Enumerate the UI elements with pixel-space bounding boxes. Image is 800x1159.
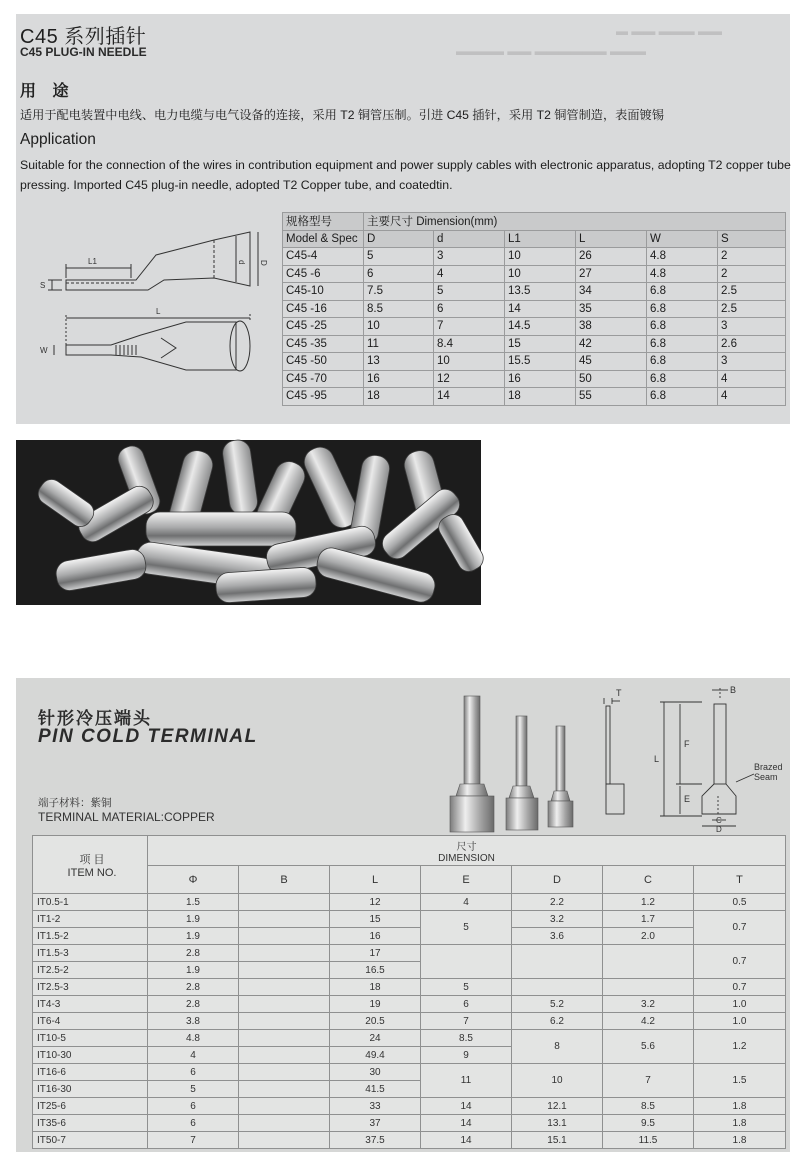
table-cell: 14: [421, 1132, 512, 1149]
label-d-small: d: [237, 260, 246, 265]
column-header: D: [512, 866, 603, 894]
label-d: D: [716, 825, 722, 834]
table-cell: 37.5: [330, 1132, 421, 1149]
table-cell: 49.4: [330, 1047, 421, 1064]
item-cell: IT16-6: [33, 1064, 148, 1081]
item-cell: IT1.5-3: [33, 945, 148, 962]
item-cell: IT10-5: [33, 1030, 148, 1047]
table-cell: 2.8: [148, 996, 239, 1013]
table-cell: 3: [434, 248, 505, 266]
table-cell: 33: [330, 1098, 421, 1115]
header-cell: 规格型号: [283, 213, 364, 231]
pin-terminal-panel: [16, 678, 790, 1152]
table-cell: C45-10: [283, 283, 364, 301]
table-cell: 2.8: [148, 945, 239, 962]
table-cell: 4: [718, 388, 786, 406]
table-cell: 13.1: [512, 1115, 603, 1132]
table-cell: [239, 1064, 330, 1081]
table-cell: 2.5: [718, 283, 786, 301]
usage-text-cn: 适用于配电装置中电线、电力电缆与电气设备的连接，采用 T2 铜管压制。引进 C45 插针，采用 T2 铜管制造，表面镀锡: [20, 108, 664, 122]
table-cell: [239, 928, 330, 945]
table-cell: 6.8: [647, 283, 718, 301]
table-row: [33, 979, 786, 996]
table-cell: 5: [148, 1081, 239, 1098]
column-header: L: [330, 866, 421, 894]
header-cell: W: [647, 230, 718, 248]
table-row: [283, 265, 786, 283]
table-cell: 19: [330, 996, 421, 1013]
table-cell: 1.0: [694, 1013, 786, 1030]
table-row: [283, 335, 786, 353]
product-photo: [16, 440, 481, 605]
table-cell: 17: [330, 945, 421, 962]
table-cell: 15: [330, 911, 421, 928]
table-cell: 15.1: [512, 1132, 603, 1149]
table-cell: 55: [576, 388, 647, 406]
table-cell: [512, 979, 603, 996]
table-cell: 1.9: [148, 962, 239, 979]
table-cell: C45-4: [283, 248, 364, 266]
header-cell: L: [576, 230, 647, 248]
header-cell: 主要尺寸 Dimension(mm): [364, 213, 786, 231]
table-cell: 2.8: [148, 979, 239, 996]
table-cell: 16: [505, 370, 576, 388]
table-cell: 10: [505, 265, 576, 283]
table-cell: 12: [330, 894, 421, 911]
table-cell: [603, 979, 694, 996]
c45-spec-table: [282, 212, 786, 406]
c45-catalog-panel: [16, 14, 790, 424]
table-cell: 7: [148, 1132, 239, 1149]
label-s: S: [40, 281, 46, 290]
table-cell: 0.7: [694, 911, 786, 945]
table-cell: 7: [434, 318, 505, 336]
item-cell: IT10-30: [33, 1047, 148, 1064]
application-heading: Application: [20, 131, 96, 148]
metal-terminals-photo: [16, 440, 481, 605]
table-cell: C45 -35: [283, 335, 364, 353]
table-cell: 0.7: [694, 979, 786, 996]
table-cell: 1.2: [603, 894, 694, 911]
table-cell: [239, 911, 330, 928]
label-f: F: [684, 739, 690, 749]
table-header-row: [283, 213, 786, 231]
item-cell: IT6-4: [33, 1013, 148, 1030]
table-row: [33, 996, 786, 1013]
table-cell: 18: [330, 979, 421, 996]
table-cell: 6.8: [647, 353, 718, 371]
table-cell: 11: [421, 1064, 512, 1098]
table-cell: 6: [148, 1115, 239, 1132]
table-cell: [239, 962, 330, 979]
table-cell: [239, 1013, 330, 1030]
table-cell: [239, 1030, 330, 1047]
header-cell: D: [364, 230, 434, 248]
pin-terminal-drawing: [594, 682, 790, 832]
bleed-through-text: ▬▬▬▬ ▬▬ ▬▬▬▬▬▬ ▬▬▬: [456, 44, 647, 58]
table-cell: 11.5: [603, 1132, 694, 1149]
table-cell: 12.1: [512, 1098, 603, 1115]
table-cell: 4.2: [603, 1013, 694, 1030]
label-b: B: [730, 685, 737, 695]
item-cell: IT16-30: [33, 1081, 148, 1098]
column-header: T: [694, 866, 786, 894]
table-cell: 4.8: [148, 1030, 239, 1047]
column-header: B: [239, 866, 330, 894]
table-cell: 0.7: [694, 945, 786, 979]
table-cell: 9.5: [603, 1115, 694, 1132]
table-cell: 4: [421, 894, 512, 911]
table-cell: 18: [505, 388, 576, 406]
application-text: Suitable for the connection of the wires in contribution equipment and power supply cables with electronic apparatus, adopting T2 copper tube pressing. Imported C45 plug-in needle, adopted T2 Copper tube, and coatedtin.: [20, 158, 791, 192]
pin-title-en: PIN COLD TERMINAL: [38, 726, 258, 747]
item-cell: IT35-6: [33, 1115, 148, 1132]
table-cell: 5.2: [512, 996, 603, 1013]
table-cell: [239, 1047, 330, 1064]
table-row: [33, 1030, 786, 1047]
table-cell: 2.0: [603, 928, 694, 945]
label-t: T: [616, 688, 622, 698]
column-header: Φ: [148, 866, 239, 894]
table-header-row: [283, 230, 786, 248]
table-header-row: [33, 836, 786, 866]
table-row: [283, 353, 786, 371]
table-cell: 5: [364, 248, 434, 266]
table-cell: 1.5: [694, 1064, 786, 1098]
table-cell: [239, 1098, 330, 1115]
table-cell: 7.5: [364, 283, 434, 301]
item-cell: IT4-3: [33, 996, 148, 1013]
label-d-big: D: [259, 260, 268, 266]
table-cell: 6.2: [512, 1013, 603, 1030]
table-cell: 4: [434, 265, 505, 283]
table-cell: 18: [364, 388, 434, 406]
table-cell: 3.8: [148, 1013, 239, 1030]
table-cell: 1.7: [603, 911, 694, 928]
table-cell: 16.5: [330, 962, 421, 979]
table-cell: 14: [434, 388, 505, 406]
dimension-header-cn: 尺寸: [456, 841, 477, 853]
label-l1: L1: [88, 257, 97, 266]
table-cell: 6: [434, 300, 505, 318]
table-cell: 15.5: [505, 353, 576, 371]
table-cell: [239, 979, 330, 996]
table-cell: 6: [421, 996, 512, 1013]
table-cell: 6: [148, 1098, 239, 1115]
table-cell: 10: [512, 1064, 603, 1098]
item-header-en: ITEM NO.: [67, 866, 117, 879]
table-cell: 6.8: [647, 300, 718, 318]
table-cell: [239, 1081, 330, 1098]
table-row: [33, 945, 786, 962]
table-row: [33, 911, 786, 928]
table-cell: 42: [576, 335, 647, 353]
table-cell: 1.2: [694, 1030, 786, 1064]
table-row: [283, 248, 786, 266]
table-cell: 1.8: [694, 1115, 786, 1132]
label-brazed: Brazed: [754, 762, 783, 772]
table-cell: 6: [364, 265, 434, 283]
table-cell: 14: [505, 300, 576, 318]
table-cell: 27: [576, 265, 647, 283]
table-row: [283, 300, 786, 318]
table-cell: 1.9: [148, 928, 239, 945]
table-cell: 16: [330, 928, 421, 945]
table-cell: 14: [421, 1098, 512, 1115]
table-cell: [239, 1132, 330, 1149]
table-cell: 4.8: [647, 265, 718, 283]
table-cell: 6: [148, 1064, 239, 1081]
table-cell: 10: [364, 318, 434, 336]
table-cell: 38: [576, 318, 647, 336]
table-row: [33, 1132, 786, 1149]
usage-heading-cn: 用 途: [20, 83, 75, 100]
table-cell: [421, 945, 512, 979]
table-cell: 10: [434, 353, 505, 371]
table-cell: 5.6: [603, 1030, 694, 1064]
table-cell: 45: [576, 353, 647, 371]
label-w: W: [40, 346, 48, 355]
table-cell: 1.9: [148, 911, 239, 928]
table-cell: [239, 1115, 330, 1132]
table-cell: 5: [434, 283, 505, 301]
table-cell: 2.6: [718, 335, 786, 353]
table-cell: 1.8: [694, 1132, 786, 1149]
table-cell: 2: [718, 248, 786, 266]
table-row: [33, 928, 786, 945]
table-cell: 3.6: [512, 928, 603, 945]
table-cell: 34: [576, 283, 647, 301]
table-cell: C45 -70: [283, 370, 364, 388]
table-cell: 9: [421, 1047, 512, 1064]
table-row: [283, 370, 786, 388]
table-cell: 11: [364, 335, 434, 353]
table-cell: 0.5: [694, 894, 786, 911]
table-cell: C45 -95: [283, 388, 364, 406]
table-cell: 5: [421, 911, 512, 945]
table-cell: 6.8: [647, 318, 718, 336]
table-cell: 20.5: [330, 1013, 421, 1030]
table-cell: 8.5: [364, 300, 434, 318]
table-row: [283, 283, 786, 301]
bleed-through-text: ▬ ▬▬ ▬▬▬ ▬▬: [616, 24, 723, 38]
c45-title-en: C45 PLUG-IN NEEDLE: [20, 45, 147, 59]
item-header-cn: 项 目: [79, 853, 105, 866]
table-cell: 4: [148, 1047, 239, 1064]
label-c: C: [716, 816, 722, 825]
pin-dimension-table: [32, 835, 786, 1149]
table-cell: 16: [364, 370, 434, 388]
item-cell: IT1-2: [33, 911, 148, 928]
table-cell: [239, 996, 330, 1013]
item-cell: IT0.5-1: [33, 894, 148, 911]
table-cell: C45 -25: [283, 318, 364, 336]
column-header: E: [421, 866, 512, 894]
table-cell: [239, 894, 330, 911]
table-cell: 8.5: [421, 1030, 512, 1047]
table-cell: 7: [421, 1013, 512, 1030]
table-cell: 13.5: [505, 283, 576, 301]
table-cell: 2: [718, 265, 786, 283]
item-cell: IT25-6: [33, 1098, 148, 1115]
label-e: E: [684, 794, 691, 804]
table-row: [33, 1064, 786, 1081]
table-cell: [512, 945, 603, 979]
table-cell: 2.5: [718, 300, 786, 318]
label-seam: Seam: [754, 772, 778, 782]
material-cn: 端子材料：紫铜: [38, 797, 112, 809]
table-cell: 13: [364, 353, 434, 371]
table-cell: 1.5: [148, 894, 239, 911]
table-cell: 15: [505, 335, 576, 353]
table-cell: C45 -6: [283, 265, 364, 283]
table-row: [33, 1013, 786, 1030]
table-cell: 26: [576, 248, 647, 266]
material-en: TERMINAL MATERIAL:COPPER: [38, 810, 215, 824]
table-cell: 14: [421, 1115, 512, 1132]
table-cell: C45 -16: [283, 300, 364, 318]
c45-needle-drawing: [36, 210, 266, 410]
table-cell: 6.8: [647, 335, 718, 353]
item-cell: IT2.5-3: [33, 979, 148, 996]
pin-title-cn: 针形冷压端头: [38, 709, 152, 728]
table-row: [33, 1098, 786, 1115]
table-cell: 3: [718, 318, 786, 336]
header-cell: L1: [505, 230, 576, 248]
table-cell: 6.8: [647, 370, 718, 388]
dimension-header-cell: [148, 836, 786, 866]
item-cell: IT50-7: [33, 1132, 148, 1149]
table-cell: 5: [421, 979, 512, 996]
table-cell: 1.0: [694, 996, 786, 1013]
c45-title-cn: C45 系列插针: [20, 26, 147, 48]
item-cell: IT1.5-2: [33, 928, 148, 945]
table-cell: 3: [718, 353, 786, 371]
table-cell: 8: [512, 1030, 603, 1064]
pin-terminals-photo: [436, 686, 596, 836]
label-l: L: [156, 307, 161, 316]
column-header: C: [603, 866, 694, 894]
table-cell: 7: [603, 1064, 694, 1098]
table-cell: [239, 945, 330, 962]
table-cell: C45 -50: [283, 353, 364, 371]
table-cell: 3.2: [512, 911, 603, 928]
item-header-cell: [33, 836, 148, 894]
table-row: [33, 894, 786, 911]
table-cell: 8.4: [434, 335, 505, 353]
table-cell: [603, 945, 694, 979]
table-cell: 2.2: [512, 894, 603, 911]
header-cell: d: [434, 230, 505, 248]
table-cell: 37: [330, 1115, 421, 1132]
table-row: [283, 388, 786, 406]
table-cell: 6.8: [647, 388, 718, 406]
table-cell: 24: [330, 1030, 421, 1047]
table-cell: 50: [576, 370, 647, 388]
table-cell: 12: [434, 370, 505, 388]
table-cell: 3.2: [603, 996, 694, 1013]
header-cell: Model & Spec: [283, 230, 364, 248]
dimension-header-en: DIMENSION: [438, 852, 495, 864]
table-cell: 41.5: [330, 1081, 421, 1098]
header-cell: S: [718, 230, 786, 248]
table-row: [283, 318, 786, 336]
table-cell: 4.8: [647, 248, 718, 266]
table-cell: 4: [718, 370, 786, 388]
table-cell: 30: [330, 1064, 421, 1081]
table-cell: 1.8: [694, 1098, 786, 1115]
item-cell: IT2.5-2: [33, 962, 148, 979]
table-cell: 10: [505, 248, 576, 266]
table-cell: 14.5: [505, 318, 576, 336]
table-cell: 8.5: [603, 1098, 694, 1115]
table-row: [33, 1115, 786, 1132]
table-cell: 35: [576, 300, 647, 318]
label-l: L: [654, 754, 660, 764]
